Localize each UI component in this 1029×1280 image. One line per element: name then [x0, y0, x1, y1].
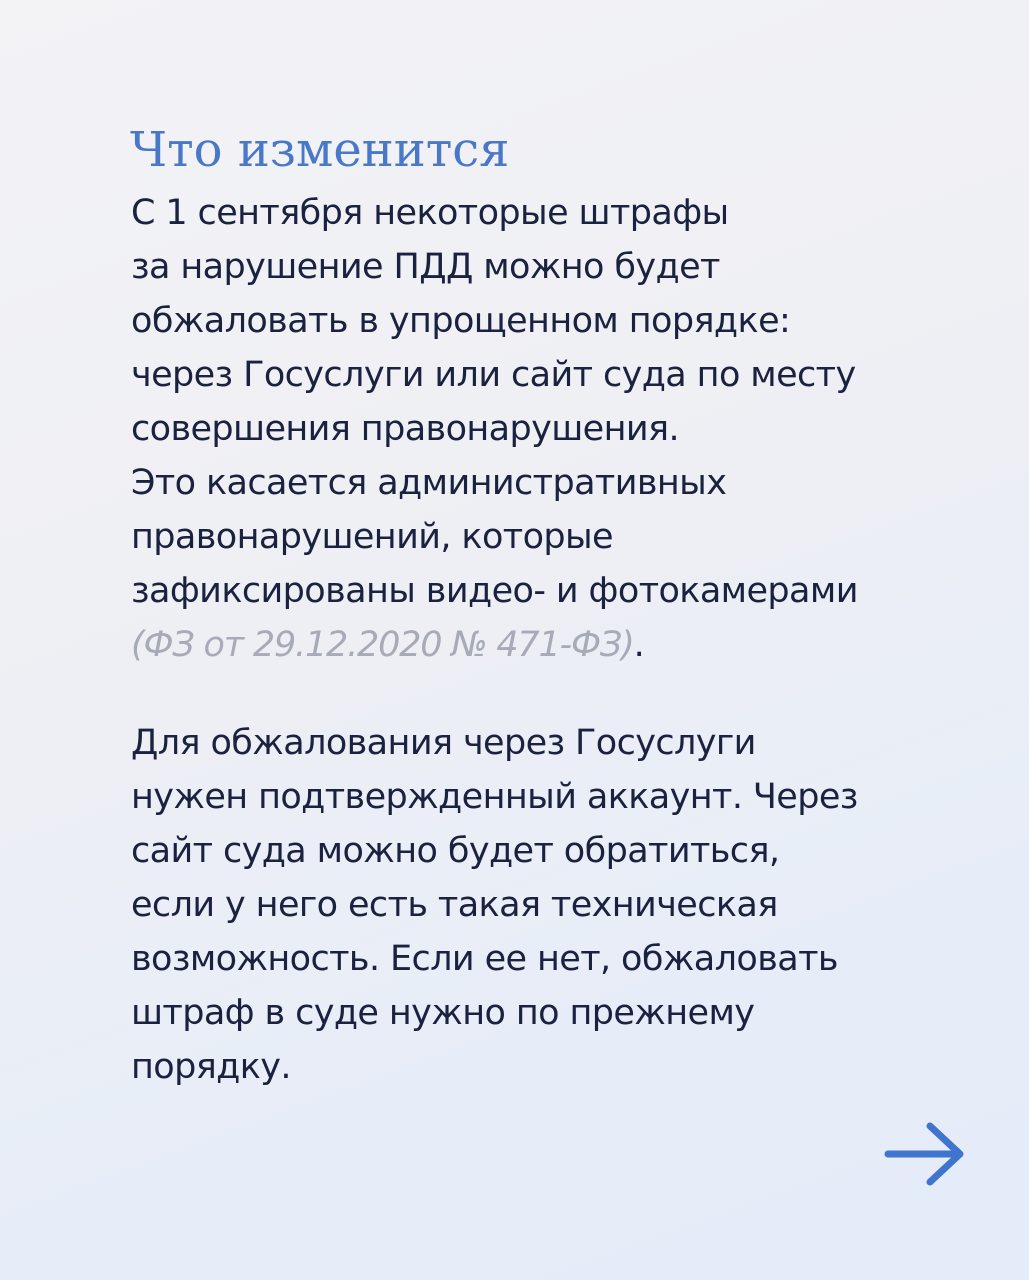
text-line: обжаловать в упрощенном порядке:: [131, 301, 791, 341]
text-line: Для обжалования через Госуслуги: [131, 723, 756, 763]
text-line: совершения правонарушения.: [131, 409, 680, 449]
text-line: сайт суда можно будет обратиться,: [131, 831, 780, 871]
citation-period: .: [633, 625, 645, 665]
text-line: порядку.: [131, 1047, 291, 1087]
paragraph-appeal: [131, 716, 991, 1094]
paragraph-changes: [131, 186, 991, 672]
citation-line: [131, 618, 991, 672]
text-line: зафиксированы видео- и фотокамерами: [131, 571, 858, 611]
law-citation: (ФЗ от 29.12.2020 № 471-ФЗ): [131, 625, 634, 665]
text-line: правонарушений, которые: [131, 517, 613, 557]
text-line: нужен подтвержденный аккаунт. Через: [131, 777, 858, 817]
text-line: за нарушение ПДД можно будет: [131, 247, 720, 287]
text-line: С 1 сентября некоторые штрафы: [131, 193, 729, 233]
text-line: штраф в суде нужно по прежнему: [131, 993, 755, 1033]
text-line: если у него есть такая техническая: [131, 885, 778, 925]
slide-title: Что изменится: [130, 122, 510, 178]
text-line: возможность. Если ее нет, обжаловать: [131, 939, 838, 979]
arrow-right-icon[interactable]: [882, 1120, 966, 1188]
text-line: через Госуслуги или сайт суда по месту: [131, 355, 856, 395]
text-line: Это касается административных: [131, 463, 727, 503]
